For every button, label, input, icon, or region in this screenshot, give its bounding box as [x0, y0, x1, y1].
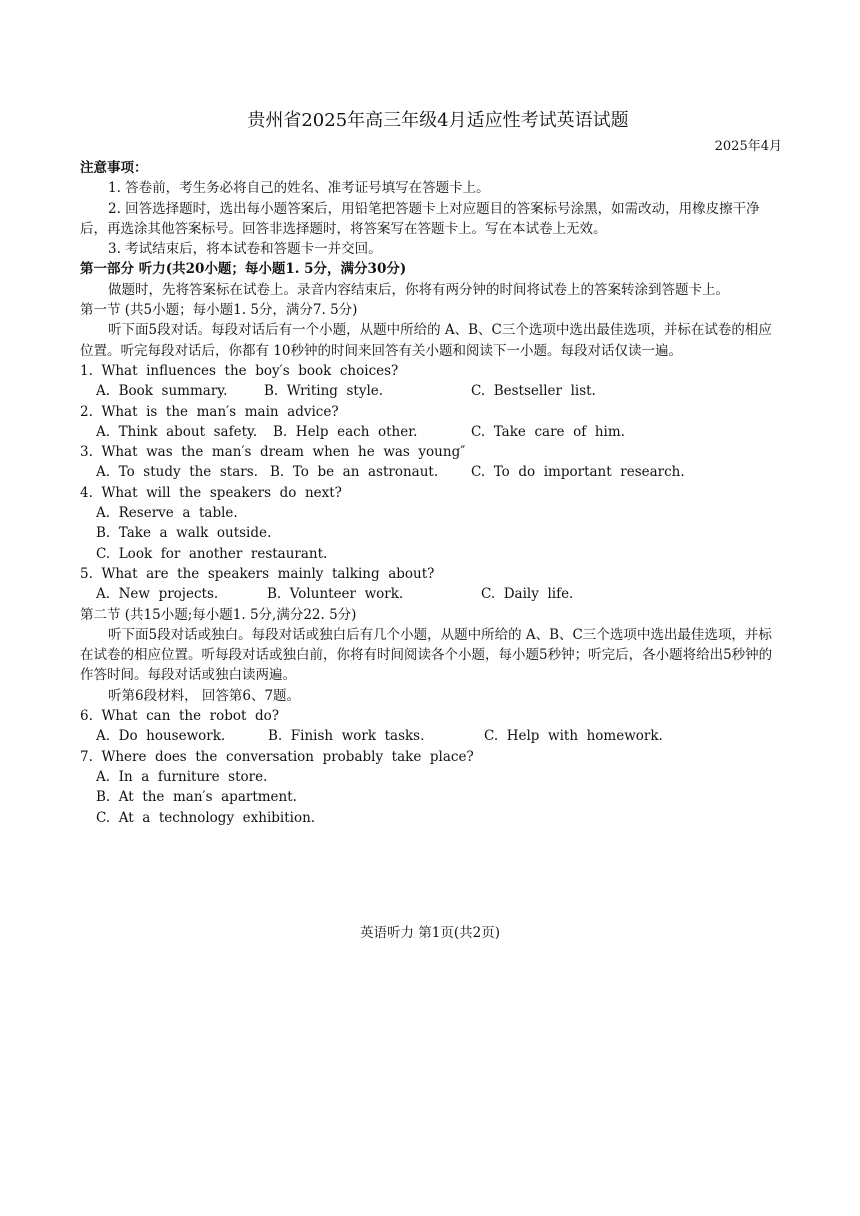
page-footer: 英语听力 第1页(共2页): [359, 925, 500, 941]
question-7: 7. Where does the conversation probably take place?: [80, 748, 474, 765]
option-c: C. Daily life.: [481, 586, 574, 603]
exam-date: 2025年4月: [714, 139, 782, 154]
option-a: A. Book summary.: [96, 383, 228, 400]
option-b: B. Volunteer work.: [267, 586, 404, 603]
notice-item-2: 2. 回答选择题时，选出每小题答案后，用铅笔把答题卡上对应题目的答案标号涂黑，如需改动，用橡皮擦干净后，再选涂其他答案标号。回答非选择题时，将答案写在答题卡上。写在本试卷上无效。: [80, 200, 760, 237]
option-b: B. Writing style.: [264, 383, 384, 400]
option-c: C. Take care of him.: [471, 423, 625, 440]
option-c: C. Bestseller list.: [471, 383, 596, 400]
section1-heading: 第一节 (共5小题；每小题1. 5分，满分7. 5分): [80, 302, 358, 319]
option-c: C. At a technology exhibition.: [96, 809, 316, 826]
option-c: C. Look for another restaurant.: [96, 545, 328, 562]
notice-item-1: 1. 答卷前，考生务必将自己的姓名、准考证号填写在答题卡上。: [108, 180, 490, 197]
option-b: B. Help each other.: [273, 423, 418, 440]
section2-material: 听第6段材料， 回答第6、7题。: [108, 687, 301, 704]
option-a: A. Do housework.: [96, 728, 226, 745]
part1-heading: 第一部分 听力(共20小题；每小题1. 5分，满分30分): [80, 261, 407, 278]
question-1-options: [80, 381, 782, 401]
question-6-options: [80, 726, 782, 746]
option-a: A. To study the stars.: [96, 464, 258, 481]
notice-heading: 注意事项：: [80, 160, 148, 176]
option-b: B. Finish work tasks.: [268, 728, 425, 745]
option-b: B. At the man′s apartment.: [96, 789, 297, 806]
page-title: 贵州省2025年高三年级4月适应性考试英语试题: [247, 110, 629, 131]
option-a: A. New projects.: [96, 586, 219, 603]
question-2-options: [80, 422, 782, 442]
section2-heading: 第二节 (共15小题;每小题1. 5分,满分22. 5分): [80, 606, 357, 623]
option-c: C. To do important research.: [471, 464, 685, 481]
question-5-options: [80, 584, 782, 604]
option-b: B. To be an astronaut.: [270, 464, 439, 481]
section2-instruction: 听下面5段对话或独白。每段对话或独白后有几个小题，从题中所给的 A、B、C三个选项中选出最佳选项，并标在试卷的相应位置。听每段对话或独白前，你将有时间阅读各个小题，每小题5秒钟；听完后，各小题将给出5秒钟的作答时间。每段对话或独白读两遍。: [80, 626, 773, 684]
question-6: 6. What can the robot do?: [80, 708, 280, 725]
option-c: C. Help with homework.: [484, 728, 663, 745]
option-a: A. Think about safety.: [96, 423, 258, 440]
part1-instruction: 做题时，先将答案标在试卷上。录音内容结束后，你将有两分钟的时间将试卷上的答案转涂到答题卡上。: [108, 281, 729, 298]
option-a: A. In a furniture store.: [96, 768, 268, 785]
question-3-options: [80, 462, 782, 482]
question-5: 5. What are the speakers mainly talking about?: [80, 565, 435, 582]
notice-item-3: 3. 考试结束后，将本试卷和答题卡一并交回。: [108, 241, 382, 258]
option-a: A. Reserve a table.: [96, 505, 238, 522]
question-1: 1. What influences the boy′s book choices?: [80, 362, 399, 379]
section1-instruction: 听下面5段对话。每段对话后有一个小题，从题中所给的 A、B、C三个选项中选出最佳选项，并标在试卷的相应位置。听完每段对话后，你都有 10秒钟的时间来回答有关小题和阅读下一小题。每段对话仅读一遍。: [80, 322, 772, 359]
exam-body: [80, 158, 782, 828]
question-4: 4. What will the speakers do next?: [80, 484, 342, 501]
option-b: B. Take a walk outside.: [96, 525, 272, 542]
question-2: 2. What is the man′s main advice?: [80, 403, 339, 420]
question-3: 3. What was the man′s dream when he was young″: [80, 444, 466, 461]
